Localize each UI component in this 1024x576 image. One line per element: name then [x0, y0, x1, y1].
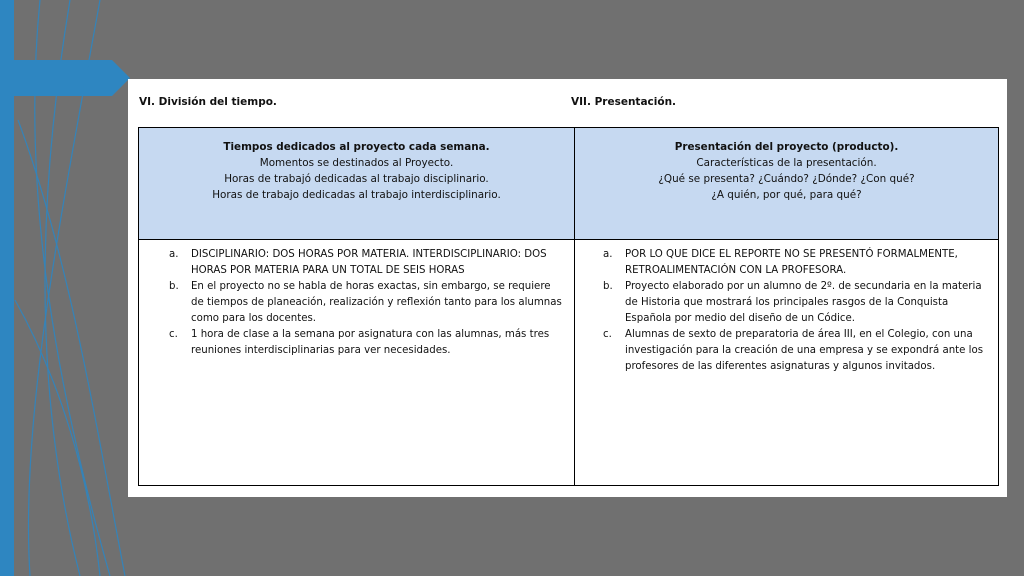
list-item	[603, 327, 992, 375]
list-item	[169, 247, 562, 279]
list-marker: a.	[169, 249, 179, 260]
header-line: Horas de trabajo dedicadas al trabajo interdisciplinario.	[212, 189, 501, 201]
body-cell-time	[139, 240, 575, 485]
section-title-presentation: VII. Presentación.	[571, 96, 677, 108]
list-marker: a.	[603, 249, 613, 260]
list-marker: b.	[603, 281, 613, 292]
header-line: ¿Qué se presenta? ¿Cuándo? ¿Dónde? ¿Con qué?	[658, 173, 915, 185]
info-table	[138, 127, 999, 486]
header-line: ¿A quién, por qué, para qué?	[711, 189, 862, 201]
decorative-curve	[15, 300, 100, 576]
list-item-text: 1 hora de clase a la semana por asignatura con las alumnas, más tres reuniones interdisciplinarias para ver necesidades.	[191, 329, 550, 356]
header-line: Momentos se destinados al Proyecto.	[259, 157, 454, 169]
list-item-text: Proyecto elaborado por un alumno de 2º. de secundaria en la materia de Historia que mostrará los principales rasgos de la Conquista Española por medio del diseño de un Códice.	[625, 281, 982, 324]
list-item-text: POR LO QUE DICE EL REPORTE NO SE PRESENTÓ FORMALMENTE, RETROALIMENTACIÓN CON LA PROFESORA.	[625, 249, 958, 276]
left-accent-strip	[0, 0, 14, 576]
header-title: Tiempos dedicados al proyecto cada semana.	[223, 141, 490, 153]
list-marker: c.	[169, 329, 178, 340]
list-marker: c.	[603, 329, 612, 340]
header-line: Características de la presentación.	[696, 157, 877, 169]
header-cell-presentation	[575, 128, 998, 239]
list-item	[169, 327, 562, 359]
list-item	[169, 279, 562, 327]
list-item-text: Alumnas de sexto de preparatoria de área III, en el Colegio, con una investigación para la creación de una empresa y se expondrá ante los profesores de las diferentes asignaturas y algunos invitados.	[625, 329, 984, 372]
list-item-text: En el proyecto no se habla de horas exactas, sin embargo, se requiere de tiempos de planeación, realización y reflexión tanto para los alumnas como para los docentes.	[191, 281, 562, 324]
section-title-time-division: VI. División del tiempo.	[139, 96, 277, 108]
list-item-text: DISCIPLINARIO: DOS HORAS POR MATERIA. INTERDISCIPLINARIO: DOS HORAS POR MATERIA PARA UN TOTAL DE SEIS HORAS	[191, 249, 547, 276]
document-page	[128, 79, 1007, 497]
header-title: Presentación del proyecto (producto).	[674, 141, 899, 153]
list-item	[603, 247, 992, 279]
decorative-curve	[18, 120, 125, 576]
header-cell-time	[139, 128, 575, 239]
blue-pointer-shape	[14, 60, 130, 96]
list-marker: b.	[169, 281, 179, 292]
body-cell-presentation	[575, 240, 998, 485]
header-line: Horas de trabajó dedicadas al trabajo disciplinario.	[224, 173, 489, 185]
list-item	[603, 279, 992, 327]
